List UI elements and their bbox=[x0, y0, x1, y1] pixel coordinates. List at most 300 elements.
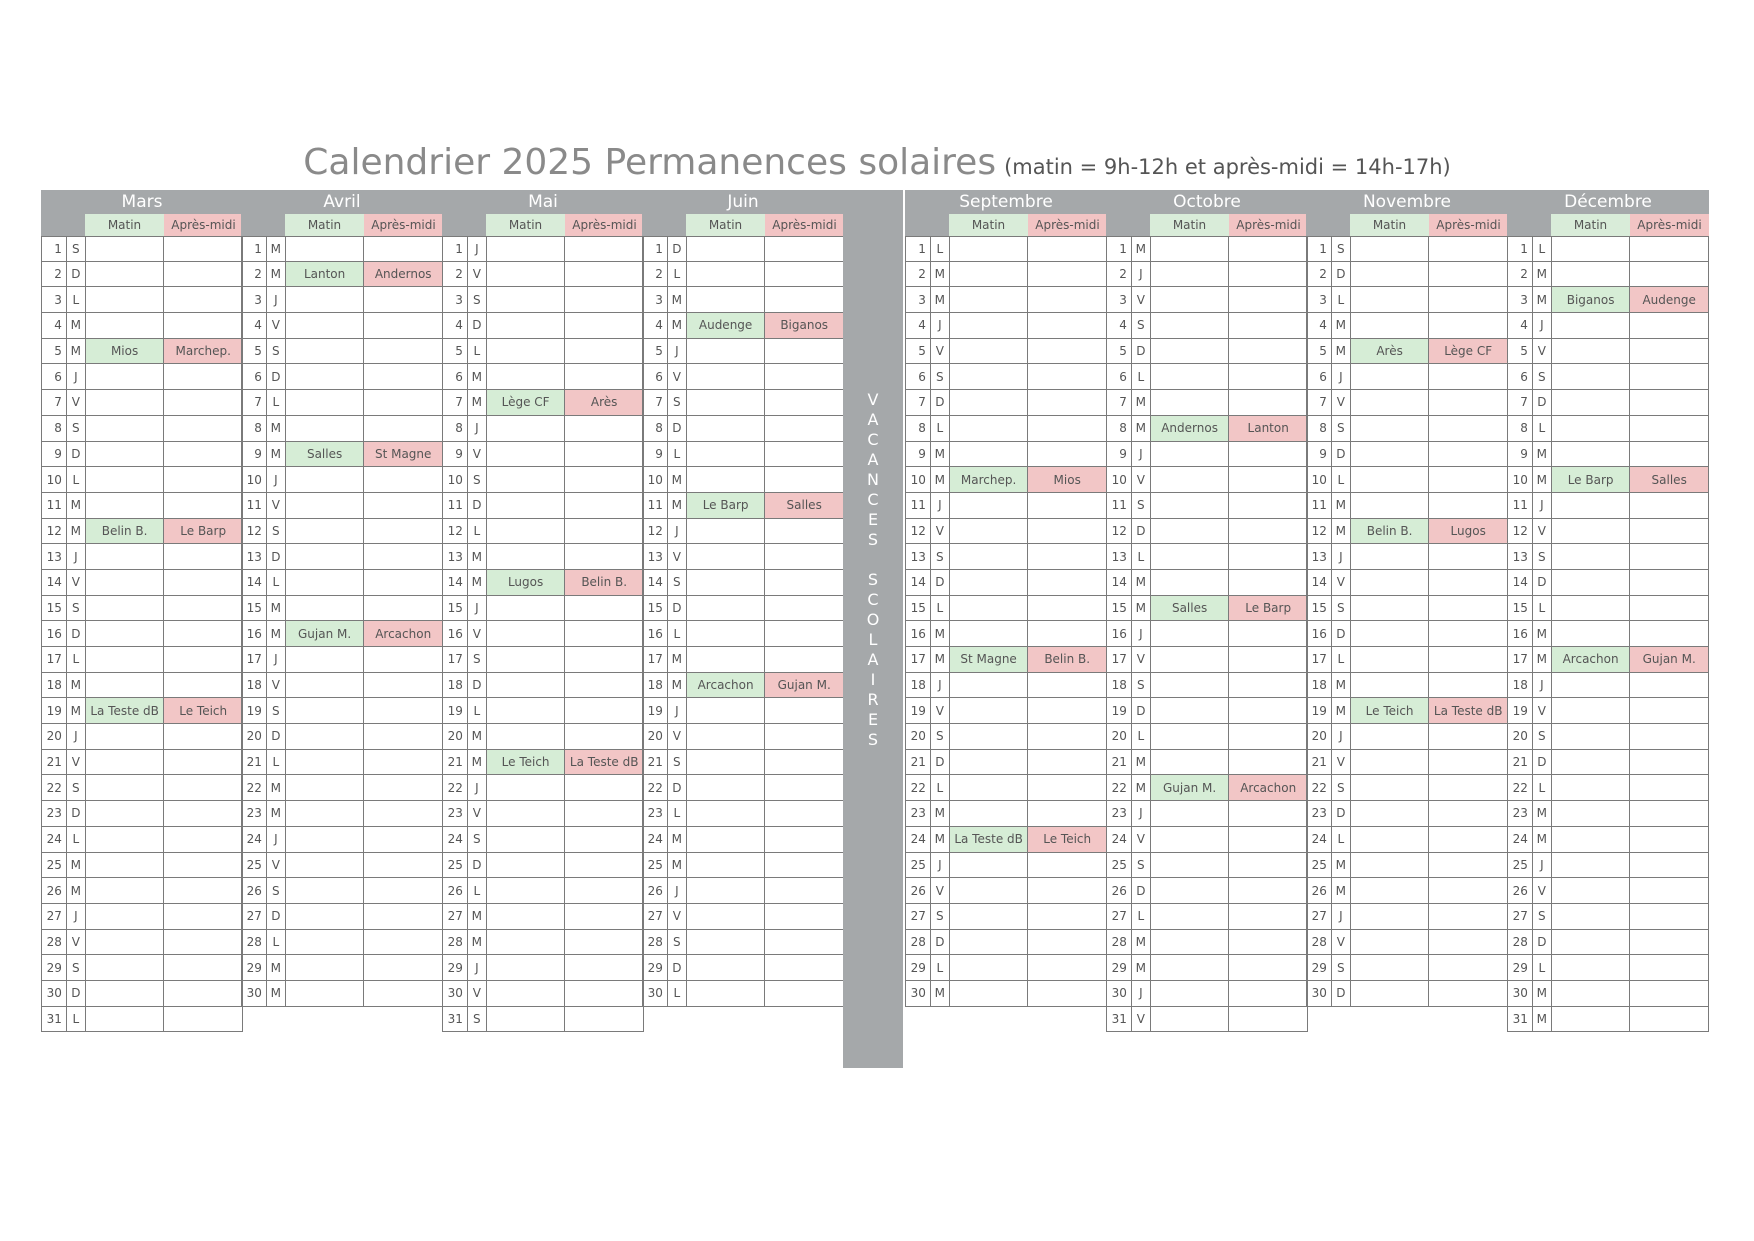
matin-cell bbox=[687, 904, 766, 929]
weekday: L bbox=[468, 878, 487, 903]
apres-midi-cell: Biganos bbox=[765, 313, 844, 338]
day-number: 26 bbox=[643, 878, 668, 903]
weekday: L bbox=[468, 519, 487, 544]
apres-midi-cell bbox=[765, 904, 844, 929]
month-header: Juin bbox=[642, 190, 844, 214]
header-matin: Matin bbox=[1150, 214, 1229, 236]
weekday: M bbox=[1332, 698, 1351, 723]
day-row bbox=[442, 262, 644, 288]
apres-midi-cell bbox=[164, 853, 243, 878]
day-number: 25 bbox=[1107, 853, 1132, 878]
matin-cell bbox=[86, 390, 165, 415]
day-number: 17 bbox=[1107, 647, 1132, 672]
apres-midi-cell bbox=[565, 416, 644, 441]
day-number: 18 bbox=[906, 673, 931, 698]
weekday: D bbox=[1332, 801, 1351, 826]
apres-midi-cell bbox=[164, 673, 243, 698]
day-row bbox=[442, 750, 644, 776]
vacances-letter: L bbox=[868, 630, 878, 649]
apres-midi-cell bbox=[1229, 339, 1308, 364]
day-row bbox=[1306, 955, 1508, 981]
apres-midi-cell bbox=[164, 1007, 243, 1032]
day-rows bbox=[1507, 236, 1709, 1032]
apres-midi-cell bbox=[565, 287, 644, 312]
day-row bbox=[1507, 493, 1709, 519]
day-row bbox=[642, 930, 844, 956]
header-matin: Matin bbox=[1551, 214, 1630, 236]
day-row bbox=[241, 930, 443, 956]
apres-midi-cell bbox=[364, 313, 443, 338]
day-row bbox=[442, 467, 644, 493]
day-number: 30 bbox=[242, 981, 267, 1006]
day-number: 25 bbox=[643, 853, 668, 878]
apres-midi-cell bbox=[765, 570, 844, 595]
day-number: 18 bbox=[1307, 673, 1332, 698]
weekday: V bbox=[1533, 519, 1552, 544]
matin-cell bbox=[950, 621, 1029, 646]
apres-midi-cell bbox=[565, 596, 644, 621]
day-number: 23 bbox=[906, 801, 931, 826]
matin-cell bbox=[1151, 930, 1230, 955]
day-row bbox=[642, 904, 844, 930]
day-row bbox=[442, 827, 644, 853]
month-header: Avril bbox=[241, 190, 443, 214]
apres-midi-cell bbox=[164, 493, 243, 518]
matin-cell bbox=[487, 647, 566, 672]
matin-cell bbox=[86, 801, 165, 826]
day-row bbox=[41, 878, 243, 904]
day-number: 4 bbox=[443, 313, 468, 338]
weekday: L bbox=[668, 262, 687, 287]
day-number: 18 bbox=[42, 673, 67, 698]
matin-cell bbox=[286, 519, 365, 544]
matin-cell: Lège CF bbox=[487, 390, 566, 415]
weekday: M bbox=[931, 262, 950, 287]
day-number: 18 bbox=[643, 673, 668, 698]
weekday: M bbox=[468, 390, 487, 415]
apres-midi-cell bbox=[1630, 339, 1709, 364]
apres-midi-cell bbox=[565, 339, 644, 364]
day-number: 5 bbox=[906, 339, 931, 364]
day-row bbox=[241, 262, 443, 288]
weekday: S bbox=[931, 904, 950, 929]
weekday: M bbox=[1132, 570, 1151, 595]
matin-cell: Arcachon bbox=[1552, 647, 1631, 672]
day-row bbox=[241, 287, 443, 313]
apres-midi-cell bbox=[364, 930, 443, 955]
matin-cell bbox=[487, 287, 566, 312]
matin-cell bbox=[1552, 904, 1631, 929]
day-row bbox=[442, 878, 644, 904]
month-header: Novembre bbox=[1306, 190, 1508, 214]
apres-midi-cell bbox=[1229, 878, 1308, 903]
day-number: 31 bbox=[42, 1007, 67, 1032]
apres-midi-cell bbox=[1630, 544, 1709, 569]
weekday: M bbox=[1533, 1007, 1552, 1032]
day-number: 6 bbox=[906, 364, 931, 389]
month-header: Mai bbox=[442, 190, 644, 214]
day-number: 24 bbox=[906, 827, 931, 852]
matin-cell bbox=[1552, 955, 1631, 980]
apres-midi-cell bbox=[164, 442, 243, 467]
apres-midi-cell bbox=[1630, 621, 1709, 646]
matin-cell bbox=[1151, 1007, 1230, 1032]
matin-cell bbox=[687, 724, 766, 749]
matin-cell bbox=[1552, 596, 1631, 621]
day-row bbox=[905, 519, 1107, 545]
apres-midi-cell bbox=[1028, 544, 1107, 569]
day-row bbox=[905, 621, 1107, 647]
matin-cell bbox=[1351, 570, 1430, 595]
apres-midi-cell bbox=[765, 621, 844, 646]
apres-midi-cell bbox=[364, 878, 443, 903]
day-row bbox=[642, 236, 844, 262]
day-row bbox=[1507, 262, 1709, 288]
day-row bbox=[642, 313, 844, 339]
vacances-letter: V bbox=[867, 390, 879, 409]
weekday: L bbox=[267, 930, 286, 955]
day-number: 7 bbox=[1508, 390, 1533, 415]
apres-midi-cell: La Teste dB bbox=[1429, 698, 1508, 723]
day-number: 27 bbox=[1107, 904, 1132, 929]
apres-midi-cell bbox=[1229, 442, 1308, 467]
matin-cell bbox=[1552, 673, 1631, 698]
day-row bbox=[442, 904, 644, 930]
day-number: 19 bbox=[643, 698, 668, 723]
day-row bbox=[1106, 981, 1308, 1007]
day-number: 29 bbox=[443, 955, 468, 980]
weekday: V bbox=[1132, 827, 1151, 852]
day-row bbox=[41, 364, 243, 390]
weekday: M bbox=[468, 904, 487, 929]
weekday: V bbox=[1132, 467, 1151, 492]
day-number: 15 bbox=[1107, 596, 1132, 621]
day-number: 21 bbox=[443, 750, 468, 775]
apres-midi-cell bbox=[164, 544, 243, 569]
day-row bbox=[905, 390, 1107, 416]
weekday: L bbox=[1132, 724, 1151, 749]
day-row bbox=[1507, 775, 1709, 801]
day-row bbox=[1306, 878, 1508, 904]
day-number: 29 bbox=[1307, 955, 1332, 980]
weekday: D bbox=[267, 544, 286, 569]
apres-midi-cell bbox=[765, 519, 844, 544]
day-row bbox=[1507, 827, 1709, 853]
day-row bbox=[1306, 390, 1508, 416]
day-number: 13 bbox=[443, 544, 468, 569]
day-row bbox=[905, 647, 1107, 673]
matin-cell bbox=[1351, 955, 1430, 980]
apres-midi-cell: Audenge bbox=[1630, 287, 1709, 312]
day-row bbox=[1106, 519, 1308, 545]
matin-cell bbox=[286, 596, 365, 621]
apres-midi-cell bbox=[364, 287, 443, 312]
weekday: L bbox=[67, 1007, 86, 1032]
header-apres-midi: Après-midi bbox=[1229, 214, 1308, 236]
day-row bbox=[905, 981, 1107, 1007]
apres-midi-cell: Arès bbox=[565, 390, 644, 415]
apres-midi-cell bbox=[765, 647, 844, 672]
weekday: M bbox=[67, 519, 86, 544]
weekday: M bbox=[67, 673, 86, 698]
day-number: 22 bbox=[242, 775, 267, 800]
day-row bbox=[41, 596, 243, 622]
weekday: S bbox=[1332, 596, 1351, 621]
day-number: 21 bbox=[1307, 750, 1332, 775]
header-apres-midi: Après-midi bbox=[364, 214, 443, 236]
day-number: 29 bbox=[1508, 955, 1533, 980]
apres-midi-cell bbox=[1630, 390, 1709, 415]
matin-cell bbox=[1151, 853, 1230, 878]
apres-midi-cell bbox=[1630, 775, 1709, 800]
apres-midi-cell bbox=[164, 390, 243, 415]
apres-midi-cell bbox=[1429, 390, 1508, 415]
apres-midi-cell bbox=[164, 724, 243, 749]
weekday: S bbox=[468, 647, 487, 672]
day-row bbox=[1106, 467, 1308, 493]
apres-midi-cell bbox=[364, 647, 443, 672]
apres-midi-cell bbox=[1028, 775, 1107, 800]
day-number: 3 bbox=[443, 287, 468, 312]
day-row bbox=[1507, 339, 1709, 365]
apres-midi-cell bbox=[565, 827, 644, 852]
weekday: V bbox=[1132, 287, 1151, 312]
day-row bbox=[1507, 955, 1709, 981]
matin-cell bbox=[1351, 853, 1430, 878]
apres-midi-cell bbox=[364, 775, 443, 800]
apres-midi-cell bbox=[1630, 262, 1709, 287]
matin-cell bbox=[687, 981, 766, 1006]
day-row bbox=[1106, 390, 1308, 416]
vacances-letter: I bbox=[870, 670, 876, 689]
apres-midi-cell bbox=[164, 878, 243, 903]
apres-midi-cell bbox=[1229, 750, 1308, 775]
apres-midi-cell bbox=[164, 313, 243, 338]
weekday: J bbox=[931, 313, 950, 338]
weekday: M bbox=[1533, 621, 1552, 646]
month-mars bbox=[41, 190, 243, 1032]
matin-cell bbox=[86, 904, 165, 929]
day-number: 22 bbox=[443, 775, 468, 800]
day-row bbox=[642, 596, 844, 622]
day-number: 2 bbox=[242, 262, 267, 287]
weekday: S bbox=[1533, 724, 1552, 749]
day-number: 20 bbox=[643, 724, 668, 749]
matin-cell bbox=[950, 390, 1029, 415]
apres-midi-cell bbox=[1028, 364, 1107, 389]
day-number: 8 bbox=[1508, 416, 1533, 441]
weekday: S bbox=[267, 519, 286, 544]
day-number: 17 bbox=[443, 647, 468, 672]
title-subtitle: (matin = 9h-12h et après-midi = 14h-17h) bbox=[1004, 155, 1451, 179]
header-matin: Matin bbox=[486, 214, 565, 236]
day-row bbox=[442, 570, 644, 596]
day-number: 4 bbox=[242, 313, 267, 338]
matin-cell bbox=[687, 647, 766, 672]
day-row bbox=[1507, 287, 1709, 313]
day-number: 4 bbox=[1508, 313, 1533, 338]
matin-cell: Belin B. bbox=[1351, 519, 1430, 544]
matin-cell bbox=[1552, 237, 1631, 261]
day-row bbox=[41, 930, 243, 956]
day-row bbox=[1306, 442, 1508, 468]
matin-cell bbox=[687, 364, 766, 389]
matin-cell bbox=[950, 673, 1029, 698]
day-number: 26 bbox=[443, 878, 468, 903]
apres-midi-cell bbox=[1429, 853, 1508, 878]
weekday: J bbox=[1132, 621, 1151, 646]
matin-cell: Biganos bbox=[1552, 287, 1631, 312]
apres-midi-cell bbox=[1028, 981, 1107, 1006]
day-row bbox=[442, 364, 644, 390]
matin-cell bbox=[950, 287, 1029, 312]
weekday: L bbox=[668, 442, 687, 467]
apres-midi-cell bbox=[164, 237, 243, 261]
weekday: J bbox=[668, 698, 687, 723]
weekday: D bbox=[668, 775, 687, 800]
matin-cell: Arcachon bbox=[687, 673, 766, 698]
weekday: S bbox=[468, 287, 487, 312]
apres-midi-cell bbox=[565, 262, 644, 287]
day-row bbox=[905, 544, 1107, 570]
day-row bbox=[1507, 698, 1709, 724]
apres-midi-cell bbox=[1028, 724, 1107, 749]
weekday: M bbox=[468, 930, 487, 955]
matin-cell bbox=[286, 544, 365, 569]
apres-midi-cell bbox=[164, 416, 243, 441]
day-number: 27 bbox=[643, 904, 668, 929]
day-row bbox=[41, 493, 243, 519]
apres-midi-cell bbox=[364, 339, 443, 364]
day-number: 20 bbox=[242, 724, 267, 749]
weekday: D bbox=[67, 621, 86, 646]
matin-cell: La Teste dB bbox=[86, 698, 165, 723]
apres-midi-cell bbox=[1028, 339, 1107, 364]
month-septembre bbox=[905, 190, 1107, 1007]
weekday: J bbox=[468, 955, 487, 980]
matin-cell bbox=[487, 698, 566, 723]
day-rows bbox=[41, 236, 243, 1032]
weekday: M bbox=[1533, 442, 1552, 467]
matin-cell: Marchep. bbox=[950, 467, 1029, 492]
matin-cell bbox=[286, 750, 365, 775]
weekday: J bbox=[1132, 981, 1151, 1006]
matin-cell bbox=[487, 596, 566, 621]
day-number: 22 bbox=[906, 775, 931, 800]
day-row bbox=[41, 621, 243, 647]
weekday: S bbox=[67, 237, 86, 261]
vacances-letter: C bbox=[867, 590, 879, 609]
weekday: D bbox=[1533, 570, 1552, 595]
day-number: 5 bbox=[643, 339, 668, 364]
weekday: M bbox=[267, 981, 286, 1006]
day-number: 30 bbox=[906, 981, 931, 1006]
day-number: 6 bbox=[42, 364, 67, 389]
day-number: 11 bbox=[242, 493, 267, 518]
day-number: 30 bbox=[1508, 981, 1533, 1006]
day-row bbox=[41, 390, 243, 416]
vacances-letter: N bbox=[867, 470, 879, 489]
day-row bbox=[241, 801, 443, 827]
day-number: 17 bbox=[906, 647, 931, 672]
weekday: M bbox=[1132, 416, 1151, 441]
weekday: L bbox=[267, 750, 286, 775]
apres-midi-cell bbox=[164, 647, 243, 672]
weekday: D bbox=[1132, 519, 1151, 544]
apres-midi-cell bbox=[765, 878, 844, 903]
matin-cell bbox=[1552, 313, 1631, 338]
matin-cell bbox=[286, 237, 365, 261]
matin-cell bbox=[1552, 339, 1631, 364]
day-row bbox=[642, 442, 844, 468]
matin-cell bbox=[1552, 416, 1631, 441]
day-row bbox=[1106, 442, 1308, 468]
day-number: 8 bbox=[1307, 416, 1332, 441]
day-number: 29 bbox=[42, 955, 67, 980]
apres-midi-cell bbox=[765, 801, 844, 826]
weekday: M bbox=[1132, 390, 1151, 415]
header-spacer bbox=[241, 214, 285, 236]
weekday: M bbox=[267, 775, 286, 800]
day-number: 23 bbox=[1107, 801, 1132, 826]
matin-cell bbox=[687, 930, 766, 955]
day-number: 28 bbox=[643, 930, 668, 955]
day-row bbox=[241, 981, 443, 1007]
weekday: L bbox=[1533, 416, 1552, 441]
weekday: L bbox=[668, 981, 687, 1006]
day-number: 5 bbox=[42, 339, 67, 364]
day-row bbox=[1306, 775, 1508, 801]
weekday: L bbox=[1332, 827, 1351, 852]
apres-midi-cell bbox=[364, 390, 443, 415]
weekday: S bbox=[267, 698, 286, 723]
day-row bbox=[442, 775, 644, 801]
day-row bbox=[905, 313, 1107, 339]
day-number: 3 bbox=[42, 287, 67, 312]
day-row bbox=[41, 236, 243, 262]
weekday: M bbox=[1533, 262, 1552, 287]
apres-midi-cell bbox=[364, 596, 443, 621]
apres-midi-cell bbox=[565, 801, 644, 826]
day-number: 30 bbox=[1307, 981, 1332, 1006]
day-row bbox=[1106, 416, 1308, 442]
day-number: 1 bbox=[1508, 237, 1533, 261]
weekday: S bbox=[1132, 313, 1151, 338]
column-headers bbox=[642, 214, 844, 236]
apres-midi-cell bbox=[1630, 981, 1709, 1006]
day-row bbox=[1306, 981, 1508, 1007]
matin-cell bbox=[86, 442, 165, 467]
apres-midi-cell bbox=[1429, 570, 1508, 595]
weekday: V bbox=[267, 313, 286, 338]
weekday: D bbox=[67, 262, 86, 287]
matin-cell bbox=[950, 596, 1029, 621]
matin-cell bbox=[487, 313, 566, 338]
day-row bbox=[241, 519, 443, 545]
matin-cell bbox=[286, 853, 365, 878]
day-row bbox=[241, 493, 443, 519]
day-number: 26 bbox=[906, 878, 931, 903]
apres-midi-cell bbox=[364, 493, 443, 518]
apres-midi-cell bbox=[1429, 955, 1508, 980]
day-number: 2 bbox=[1508, 262, 1533, 287]
matin-cell: Arès bbox=[1351, 339, 1430, 364]
day-number: 11 bbox=[1107, 493, 1132, 518]
day-row bbox=[1507, 313, 1709, 339]
weekday: M bbox=[931, 287, 950, 312]
matin-cell bbox=[1151, 981, 1230, 1006]
vacances-letter: O bbox=[866, 610, 880, 629]
